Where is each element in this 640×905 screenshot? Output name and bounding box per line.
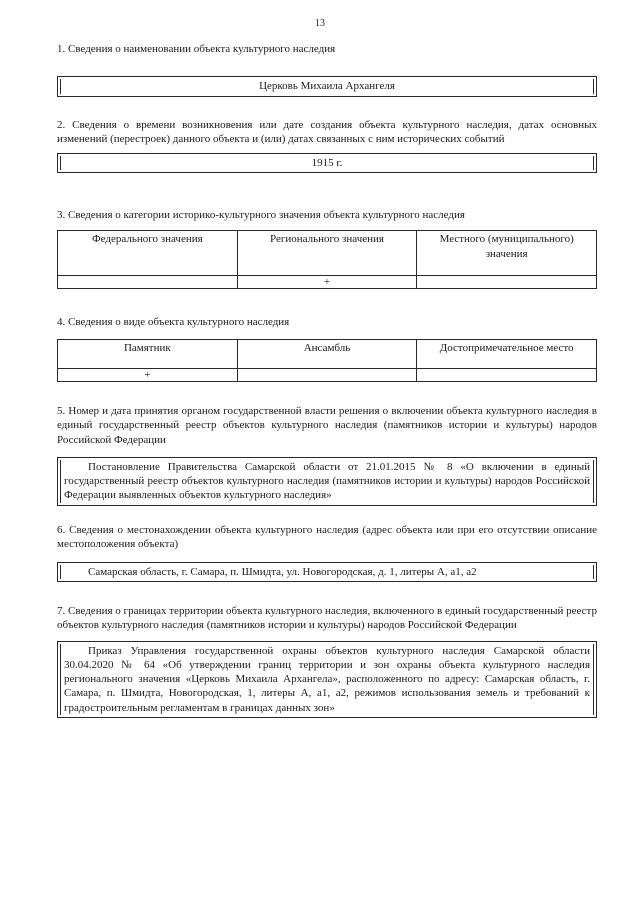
boundaries-value: Приказ Управления государственной охраны объектов культурного наследия Самарской области 30.04.2020 № 64 «Об утверждении границ территории и зон охраны объекта культурного наследия регионального значения «Церковь Михаила Архангела», расположенного по адресу: Самарская область, г. Самара, п. Шмидта, Новогородская, 1, литеры А, а1, а2, режимов использования земель и требований к градостроительным регламентам в границах данных зон»	[64, 644, 590, 714]
category-federal: Федерального значения	[58, 231, 238, 276]
section-type-heading: 4. Сведения о виде объекта культурного наследия	[57, 316, 290, 328]
section-category	[57, 208, 597, 289]
section-location	[57, 523, 597, 582]
category-mark-row	[58, 276, 597, 289]
section-decision-heading: 5. Номер и дата принятия органом государственной власти решения о включении объекта культурного наследия в единый государственный реестр объектов культурного наследия (памятников истории и культуры) народов Российской Федерации	[57, 405, 597, 446]
section-date-heading: 2. Сведения о времени возникновения или дате создания объекта культурного наследия, датах основных изменений (перестроек) данного объекта и (или) датах связанных с ним исторических событий	[57, 119, 597, 146]
section-type	[57, 315, 597, 382]
section-date	[57, 118, 597, 173]
type-landmark-mark	[417, 369, 597, 382]
type-header-row	[58, 340, 597, 369]
category-local-mark	[417, 276, 597, 289]
type-monument: Памятник	[58, 340, 238, 369]
boundaries-box	[57, 641, 597, 718]
date-value: 1915 г.	[311, 156, 343, 169]
section-name	[57, 42, 597, 97]
category-local: Местного (муниципального) значения	[417, 231, 597, 276]
section-boundaries	[57, 604, 597, 718]
section-decision	[57, 404, 597, 506]
object-name-value: Церковь Михаила Архангеля	[259, 80, 395, 93]
type-landmark: Достопримечательное место	[417, 340, 597, 369]
category-regional-mark: +	[237, 276, 417, 289]
category-regional: Регионального значения	[237, 231, 417, 276]
type-table	[57, 339, 597, 382]
location-box	[57, 562, 597, 582]
section-boundaries-heading: 7. Сведения о границах территории объекта культурного наследия, включенного в единый государственный реестр объектов культурного наследия (памятников истории и культуры) народов Российской Федерации	[57, 605, 597, 632]
type-ensemble-mark	[237, 369, 417, 382]
decision-box	[57, 457, 597, 506]
object-name-box	[57, 76, 597, 96]
decision-value: Постановление Правительства Самарской области от 21.01.2015 № 8 «О включении в единый государственный реестр объектов культурного наследия (памятников истории и культуры) народов Российской Федерации выявленных объектов культурного наследия»	[64, 460, 590, 502]
category-header-row	[58, 231, 597, 276]
category-table	[57, 230, 597, 289]
page-number: 13	[315, 18, 325, 29]
section-location-heading: 6. Сведения о местонахождении объекта культурного наследия (адрес объекта или при его отсутствии описание местоположения объекта)	[57, 524, 597, 551]
type-monument-mark: +	[58, 369, 238, 382]
date-box	[57, 153, 597, 173]
type-ensemble: Ансамбль	[237, 340, 417, 369]
section-name-heading: 1. Сведения о наименовании объекта культурного наследия	[57, 43, 336, 55]
type-mark-row	[58, 369, 597, 382]
section-category-heading: 3. Сведения о категории историко-культурного значения объекта культурного наследия	[57, 209, 465, 221]
location-value: Самарская область, г. Самара, п. Шмидта, ул. Новогородская, д. 1, литеры А, а1, а2	[88, 565, 477, 578]
category-federal-mark	[58, 276, 238, 289]
